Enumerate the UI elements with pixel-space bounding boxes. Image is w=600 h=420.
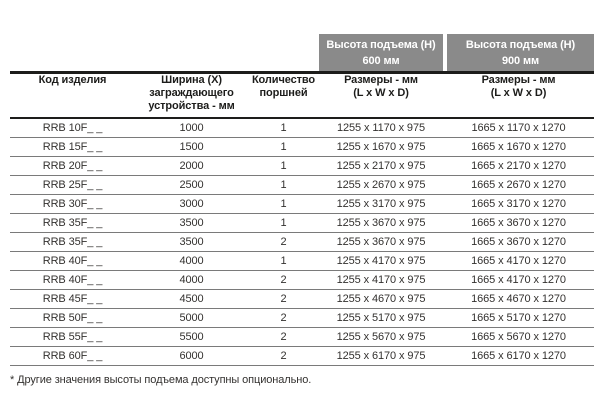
table-row	[10, 195, 594, 214]
col-header-dimensions-600	[319, 73, 443, 119]
cell-width: 3000	[135, 195, 248, 214]
cell-piston-count: 2	[248, 309, 319, 328]
cell-piston-count: 2	[248, 271, 319, 290]
cell-dimensions-900: 1665 x 4170 x 1270	[443, 252, 594, 271]
group-header-title: Высота подъема (H)	[465, 38, 576, 51]
cell-piston-count: 2	[248, 233, 319, 252]
cell-dimensions-600: 1255 x 4170 x 975	[319, 271, 443, 290]
cell-piston-count: 1	[248, 176, 319, 195]
group-header-title: Высота подъема (H)	[326, 38, 436, 51]
cell-width: 3500	[135, 233, 248, 252]
cell-dimensions-900: 1665 x 3670 x 1270	[443, 233, 594, 252]
cell-piston-count: 1	[248, 138, 319, 157]
cell-piston-count: 1	[248, 195, 319, 214]
group-header-spacer	[10, 34, 135, 73]
cell-width: 1000	[135, 118, 248, 138]
footnote: * Другие значения высоты подъема доступны опционально.	[10, 374, 312, 386]
cell-dimensions-900: 1665 x 2670 x 1270	[443, 176, 594, 195]
cell-dimensions-600: 1255 x 4670 x 975	[319, 290, 443, 309]
cell-width: 6000	[135, 347, 248, 366]
cell-dimensions-600: 1255 x 3670 x 975	[319, 214, 443, 233]
col-header-piston-count	[248, 73, 319, 119]
cell-dimensions-600: 1255 x 3670 x 975	[319, 233, 443, 252]
cell-dimensions-900: 1665 x 2170 x 1270	[443, 157, 594, 176]
cell-product-code: RRB 10F_ _	[10, 118, 135, 138]
cell-dimensions-600: 1255 x 2670 x 975	[319, 176, 443, 195]
group-header-spacer	[248, 34, 319, 73]
cell-dimensions-900: 1665 x 5170 x 1270	[443, 309, 594, 328]
table-row	[10, 157, 594, 176]
table-row	[10, 138, 594, 157]
cell-width: 4500	[135, 290, 248, 309]
cell-piston-count: 1	[248, 157, 319, 176]
cell-dimensions-900: 1665 x 1670 x 1270	[443, 138, 594, 157]
col-header-line: Размеры - мм	[481, 74, 556, 86]
table-row	[10, 309, 594, 328]
dimensions-table	[10, 34, 594, 366]
group-header-subtitle: 600 мм	[362, 54, 400, 67]
cell-dimensions-900: 1665 x 5670 x 1270	[443, 328, 594, 347]
cell-dimensions-900: 1665 x 1170 x 1270	[443, 118, 594, 138]
cell-piston-count: 2	[248, 328, 319, 347]
col-header-line: Ширина (X)	[161, 74, 222, 86]
cell-dimensions-900: 1665 x 4670 x 1270	[443, 290, 594, 309]
cell-piston-count: 1	[248, 252, 319, 271]
table-row	[10, 271, 594, 290]
cell-dimensions-600: 1255 x 4170 x 975	[319, 252, 443, 271]
cell-dimensions-600: 1255 x 3170 x 975	[319, 195, 443, 214]
cell-width: 2500	[135, 176, 248, 195]
cell-width: 2000	[135, 157, 248, 176]
cell-dimensions-600: 1255 x 5170 x 975	[319, 309, 443, 328]
table-row	[10, 214, 594, 233]
cell-product-code: RRB 55F_ _	[10, 328, 135, 347]
cell-piston-count: 1	[248, 118, 319, 138]
group-header-row	[10, 34, 594, 73]
cell-product-code: RRB 25F_ _	[10, 176, 135, 195]
cell-piston-count: 2	[248, 290, 319, 309]
cell-dimensions-600: 1255 x 1170 x 975	[319, 118, 443, 138]
cell-piston-count: 1	[248, 214, 319, 233]
cell-dimensions-600: 1255 x 1670 x 975	[319, 138, 443, 157]
col-header-width	[135, 73, 248, 119]
group-header-900mm	[443, 34, 594, 73]
cell-dimensions-900: 1665 x 4170 x 1270	[443, 271, 594, 290]
col-header-line: Количество	[251, 74, 316, 86]
cell-product-code: RRB 45F_ _	[10, 290, 135, 309]
group-header-subtitle: 900 мм	[501, 54, 540, 67]
col-header-line: (L x W x D)	[353, 87, 409, 99]
table-row	[10, 233, 594, 252]
cell-dimensions-600: 1255 x 2170 x 975	[319, 157, 443, 176]
col-header-product-code	[10, 73, 135, 119]
cell-dimensions-900: 1665 x 6170 x 1270	[443, 347, 594, 366]
table-row	[10, 176, 594, 195]
cell-width: 4000	[135, 252, 248, 271]
cell-product-code: RRB 60F_ _	[10, 347, 135, 366]
cell-dimensions-600: 1255 x 5670 x 975	[319, 328, 443, 347]
table-row	[10, 290, 594, 309]
cell-product-code: RRB 40F_ _	[10, 271, 135, 290]
col-header-line: поршней	[259, 87, 308, 99]
group-header-spacer	[135, 34, 248, 73]
cell-piston-count: 2	[248, 347, 319, 366]
cell-product-code: RRB 35F_ _	[10, 214, 135, 233]
cell-product-code: RRB 20F_ _	[10, 157, 135, 176]
col-header-line: Размеры - мм	[344, 74, 418, 86]
col-header-line: устройства - мм	[148, 100, 235, 112]
cell-width: 4000	[135, 271, 248, 290]
table-row	[10, 347, 594, 366]
table-row	[10, 118, 594, 138]
column-header-row	[10, 73, 594, 119]
group-header-600mm	[319, 34, 443, 73]
col-header-line: (L x W x D)	[490, 87, 547, 99]
cell-product-code: RRB 50F_ _	[10, 309, 135, 328]
cell-width: 5000	[135, 309, 248, 328]
cell-dimensions-600: 1255 x 6170 x 975	[319, 347, 443, 366]
cell-width: 1500	[135, 138, 248, 157]
table-row	[10, 328, 594, 347]
cell-product-code: RRB 15F_ _	[10, 138, 135, 157]
cell-product-code: RRB 30F_ _	[10, 195, 135, 214]
cell-product-code: RRB 40F_ _	[10, 252, 135, 271]
cell-dimensions-900: 1665 x 3170 x 1270	[443, 195, 594, 214]
cell-dimensions-900: 1665 x 3670 x 1270	[443, 214, 594, 233]
cell-width: 3500	[135, 214, 248, 233]
col-header-line: заграждающего	[149, 87, 234, 99]
cell-width: 5500	[135, 328, 248, 347]
col-header-dimensions-900	[443, 73, 594, 119]
cell-product-code: RRB 35F_ _	[10, 233, 135, 252]
col-header-line: Код изделия	[38, 74, 107, 86]
table-row	[10, 252, 594, 271]
